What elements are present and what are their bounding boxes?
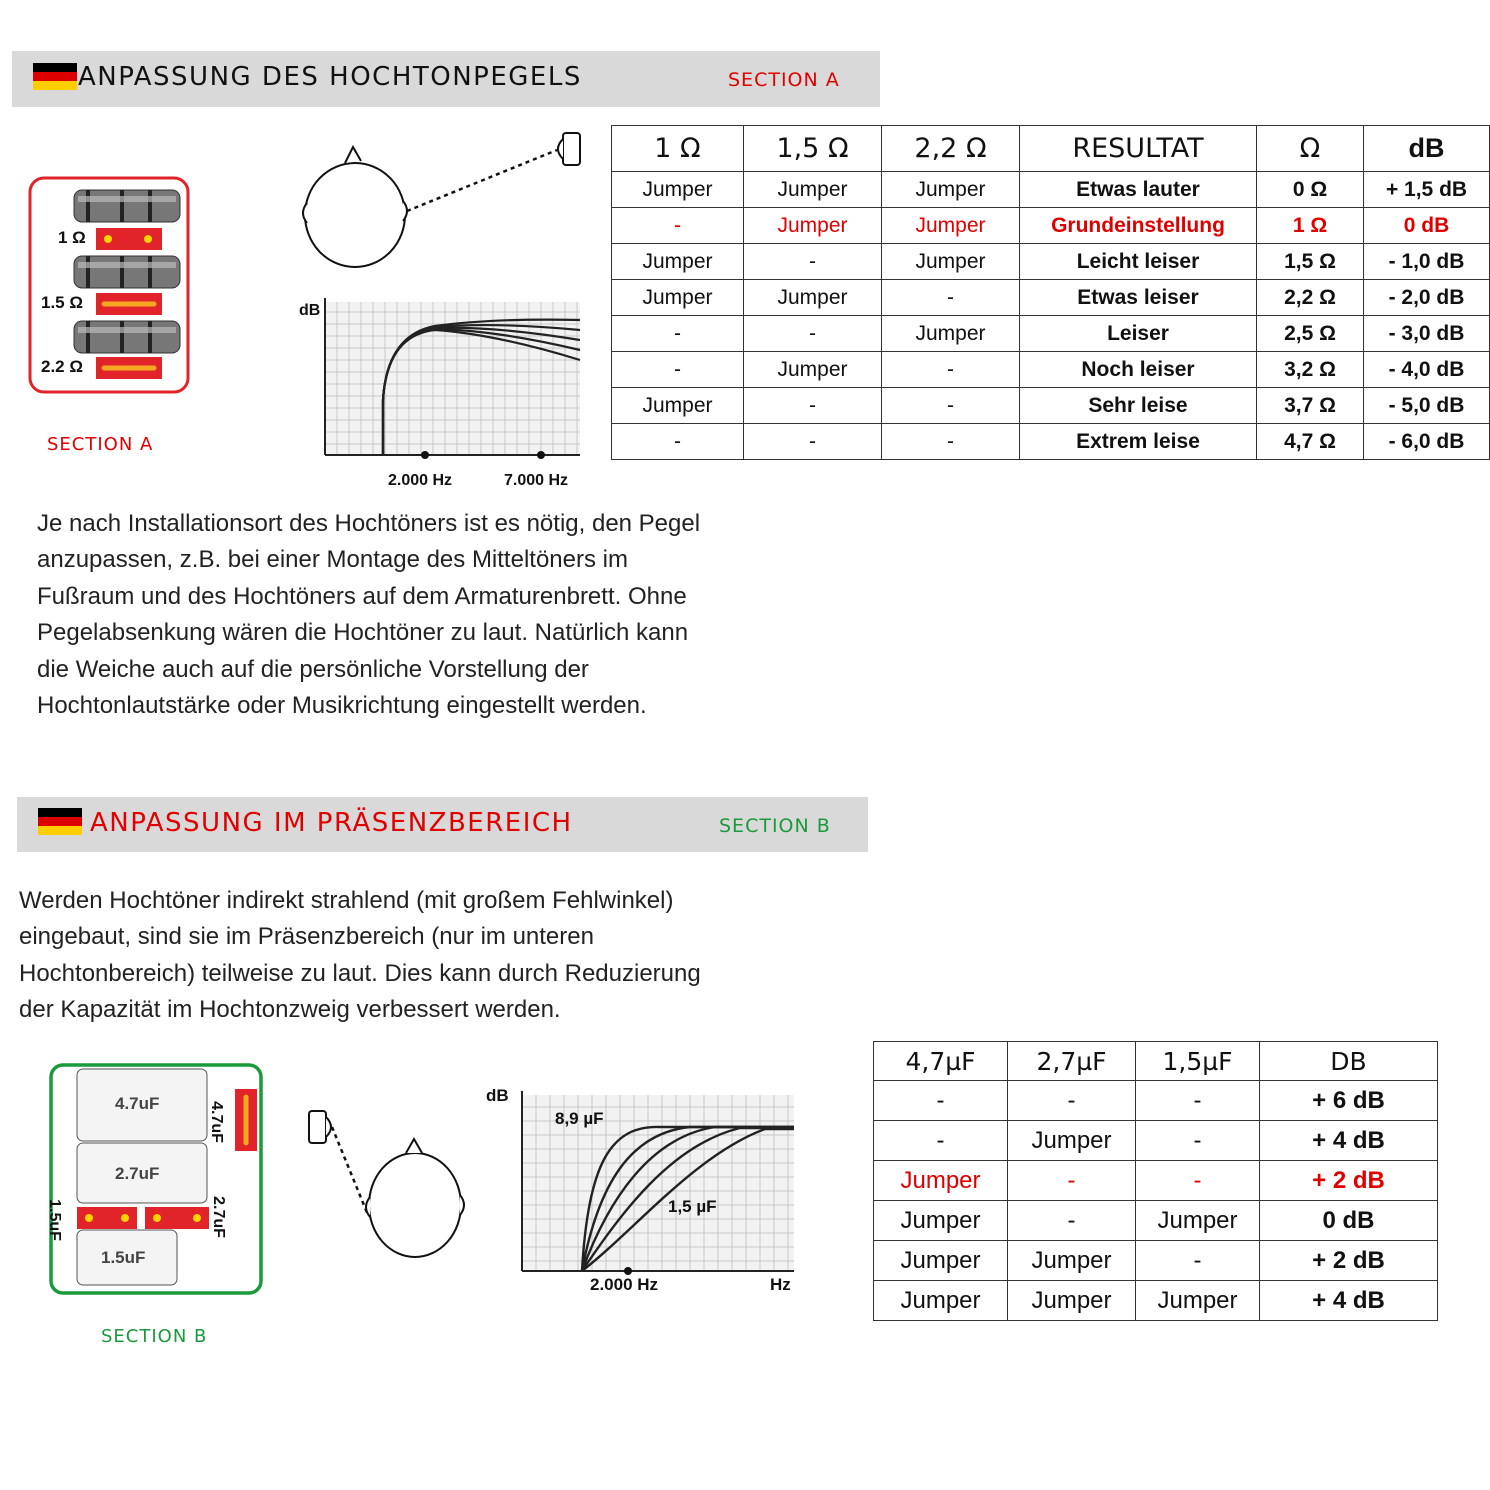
- graph-b-xtick-2: Hz: [770, 1275, 791, 1294]
- table-cell: -: [1136, 1161, 1260, 1201]
- jumper-label-1: 1 Ω: [58, 228, 86, 247]
- table-cell: Jumper: [874, 1161, 1008, 1201]
- table-cell: Jumper: [874, 1281, 1008, 1321]
- jumper-side-label-1-5: 1.5uF: [45, 1199, 63, 1241]
- table-cell: -: [744, 388, 882, 424]
- table-cell: -: [1136, 1241, 1260, 1281]
- table-cell: Jumper: [1136, 1201, 1260, 1241]
- header-cell: DB: [1260, 1042, 1438, 1081]
- header-cell: RESULTAT: [1020, 126, 1257, 172]
- table-cell: 1 Ω: [1257, 208, 1364, 244]
- paragraph-line: eingebaut, sind sie im Präsenzbereich (nur im unteren: [19, 923, 594, 951]
- paragraph-line: Hochtonbereich) teilweise zu laut. Dies kann durch Reduzierung: [19, 959, 701, 987]
- table-cell: 0 Ω: [1257, 172, 1364, 208]
- table-cell: Jumper: [1008, 1281, 1136, 1321]
- table-cell: 4,7 Ω: [1257, 424, 1364, 460]
- tweeter-icon: [558, 133, 580, 165]
- table-cell: Jumper: [1008, 1241, 1136, 1281]
- table-cell: Jumper: [744, 352, 882, 388]
- table-cell: -: [1008, 1161, 1136, 1201]
- table-cell: - 3,0 dB: [1364, 316, 1490, 352]
- table-cell: - 6,0 dB: [1364, 424, 1490, 460]
- table-cell: + 6 dB: [1260, 1081, 1438, 1121]
- table-cell: Jumper: [882, 244, 1020, 280]
- section-a-paragraph: [37, 506, 700, 724]
- table-cell: -: [1008, 1201, 1136, 1241]
- table-header-row: [612, 126, 1490, 172]
- table-row: [612, 280, 1490, 316]
- section-b-paragraph: [19, 883, 701, 1029]
- table-cell: + 2 dB: [1260, 1241, 1438, 1281]
- table-cell: Jumper: [744, 172, 882, 208]
- section-b-board-label: SECTION B: [101, 1326, 208, 1347]
- table-cell: + 2 dB: [1260, 1161, 1438, 1201]
- table-cell: Jumper: [612, 388, 744, 424]
- graph-a-ylabel: dB: [299, 302, 321, 319]
- table-row: [874, 1281, 1438, 1321]
- table-row: [612, 352, 1490, 388]
- capacitor-label-4-7: 4.7uF: [115, 1094, 160, 1113]
- graph-b-curve-label-max: 8,9 µF: [555, 1109, 604, 1128]
- table-row: [874, 1201, 1438, 1241]
- section-b-banner: [17, 797, 868, 852]
- header-cell: 1,5µF: [1136, 1042, 1260, 1081]
- table-row-default: [612, 208, 1490, 244]
- table-row: [612, 316, 1490, 352]
- section-a-jumper-board: [28, 176, 190, 394]
- table-cell: -: [1136, 1081, 1260, 1121]
- section-a-title: ANPASSUNG DES HOCHTONPEGELS: [78, 62, 582, 92]
- header-cell: 2,7µF: [1008, 1042, 1136, 1081]
- table-cell: Jumper: [874, 1201, 1008, 1241]
- table-row: [874, 1241, 1438, 1281]
- table-cell: 2,5 Ω: [1257, 316, 1364, 352]
- tweeter-icon: [309, 1111, 331, 1143]
- table-cell: -: [744, 244, 882, 280]
- table-cell: Jumper: [882, 172, 1020, 208]
- header-cell: 2,2 Ω: [882, 126, 1020, 172]
- table-cell: 0 dB: [1364, 208, 1490, 244]
- german-flag-icon: [38, 808, 82, 835]
- table-cell: -: [612, 424, 744, 460]
- frequency-graph-b: [480, 1075, 800, 1300]
- header-cell: 1,5 Ω: [744, 126, 882, 172]
- table-cell: Jumper: [744, 280, 882, 316]
- paragraph-line: der Kapazität im Hochtonzweig verbessert werden.: [19, 996, 561, 1024]
- table-cell: 0 dB: [1260, 1201, 1438, 1241]
- table-cell: Noch leiser: [1020, 352, 1257, 388]
- table-cell: -: [882, 280, 1020, 316]
- section-a-board-label: SECTION A: [47, 434, 154, 455]
- paragraph-line: die Weiche auch auf die persönliche Vorstellung der: [37, 655, 589, 683]
- table-cell: Extrem leise: [1020, 424, 1257, 460]
- section-a-banner: [12, 51, 880, 107]
- table-row: [874, 1121, 1438, 1161]
- table-row: [612, 172, 1490, 208]
- paragraph-line: Je nach Installationsort des Hochtöners ist es nötig, den Pegel: [37, 510, 701, 537]
- table-cell: 1,5 Ω: [1257, 244, 1364, 280]
- table-cell: Jumper: [744, 208, 882, 244]
- table-cell: -: [744, 424, 882, 460]
- table-cell: -: [874, 1121, 1008, 1161]
- capacitor-label-2-7: 2.7uF: [115, 1164, 160, 1183]
- header-cell: dB: [1364, 126, 1490, 172]
- section-a-table: [611, 125, 1490, 460]
- graph-b-ylabel: dB: [486, 1086, 509, 1105]
- table-cell: Jumper: [882, 208, 1020, 244]
- capacitor-label-1-5: 1.5uF: [101, 1248, 146, 1267]
- table-row: [874, 1081, 1438, 1121]
- table-cell: Jumper: [882, 316, 1020, 352]
- jumper-side-label-4-7: 4.7uF: [207, 1101, 225, 1143]
- table-cell: + 4 dB: [1260, 1281, 1438, 1321]
- table-cell: Leicht leiser: [1020, 244, 1257, 280]
- table-cell: -: [612, 208, 744, 244]
- table-cell: Jumper: [612, 280, 744, 316]
- resistor-icon: [74, 190, 180, 222]
- table-cell: + 4 dB: [1260, 1121, 1438, 1161]
- table-cell: - 4,0 dB: [1364, 352, 1490, 388]
- table-cell: -: [744, 316, 882, 352]
- table-cell: + 1,5 dB: [1364, 172, 1490, 208]
- jumper-side-label-2-7: 2.7uF: [209, 1196, 227, 1238]
- german-flag-icon: [33, 63, 77, 90]
- table-cell: -: [1008, 1081, 1136, 1121]
- table-cell: 3,2 Ω: [1257, 352, 1364, 388]
- table-cell: -: [612, 316, 744, 352]
- graph-b-xtick-1: 2.000 Hz: [590, 1275, 659, 1294]
- header-cell: 1 Ω: [612, 126, 744, 172]
- table-cell: - 5,0 dB: [1364, 388, 1490, 424]
- graph-a-xtick-1: 2.000 Hz: [388, 472, 453, 489]
- table-cell: -: [882, 424, 1020, 460]
- table-cell: -: [1136, 1121, 1260, 1161]
- section-b-tag: SECTION B: [719, 815, 831, 837]
- paragraph-line: Werden Hochtöner indirekt strahlend (mit großem Fehlwinkel): [19, 887, 674, 914]
- table-row: [612, 244, 1490, 280]
- table-cell: 2,2 Ω: [1257, 280, 1364, 316]
- table-cell: Jumper: [612, 172, 744, 208]
- section-b-title: ANPASSUNG IM PRÄSENZBEREICH: [90, 808, 573, 838]
- jumper-label-1-5: 1.5 Ω: [41, 293, 83, 312]
- paragraph-line: Pegelabsenkung wären die Hochtöner zu laut. Natürlich kann: [37, 619, 689, 647]
- table-row: [612, 388, 1490, 424]
- header-cell: Ω: [1257, 126, 1364, 172]
- table-cell: -: [882, 352, 1020, 388]
- table-cell: -: [882, 388, 1020, 424]
- table-cell: Etwas lauter: [1020, 172, 1257, 208]
- table-row-default: [874, 1161, 1438, 1201]
- frequency-graph-a: [295, 290, 590, 495]
- paragraph-line: anzupassen, z.B. bei einer Montage des Mitteltöners im: [37, 546, 628, 574]
- section-a-tag: SECTION A: [728, 69, 840, 91]
- table-cell: -: [612, 352, 744, 388]
- table-header-row: [874, 1042, 1438, 1081]
- table-cell: Jumper: [874, 1241, 1008, 1281]
- graph-a-xtick-2: 7.000 Hz: [504, 472, 569, 489]
- jumper-label-2-2: 2.2 Ω: [41, 357, 83, 376]
- table-cell: Jumper: [1008, 1121, 1136, 1161]
- section-b-table: [873, 1041, 1438, 1321]
- graph-b-curve-label-min: 1,5 µF: [668, 1197, 717, 1216]
- table-cell: Jumper: [1136, 1281, 1260, 1321]
- listener-head-diagram-a: [295, 125, 590, 270]
- table-cell: - 1,0 dB: [1364, 244, 1490, 280]
- table-cell: Leiser: [1020, 316, 1257, 352]
- paragraph-line: Hochtonlautstärke oder Musikrichtung eingestellt werden.: [37, 692, 647, 720]
- table-cell: Grundeinstellung: [1020, 208, 1257, 244]
- table-cell: Jumper: [612, 244, 744, 280]
- paragraph-line: Fußraum und des Hochtöners auf dem Armaturenbrett. Ohne: [37, 582, 687, 610]
- table-cell: - 2,0 dB: [1364, 280, 1490, 316]
- table-cell: Sehr leise: [1020, 388, 1257, 424]
- listener-head-diagram-b: [300, 1105, 475, 1265]
- table-row: [612, 424, 1490, 460]
- table-cell: 3,7 Ω: [1257, 388, 1364, 424]
- header-cell: 4,7µF: [874, 1042, 1008, 1081]
- table-cell: Etwas leiser: [1020, 280, 1257, 316]
- table-cell: -: [874, 1081, 1008, 1121]
- section-b-capacitor-board: [45, 1063, 263, 1295]
